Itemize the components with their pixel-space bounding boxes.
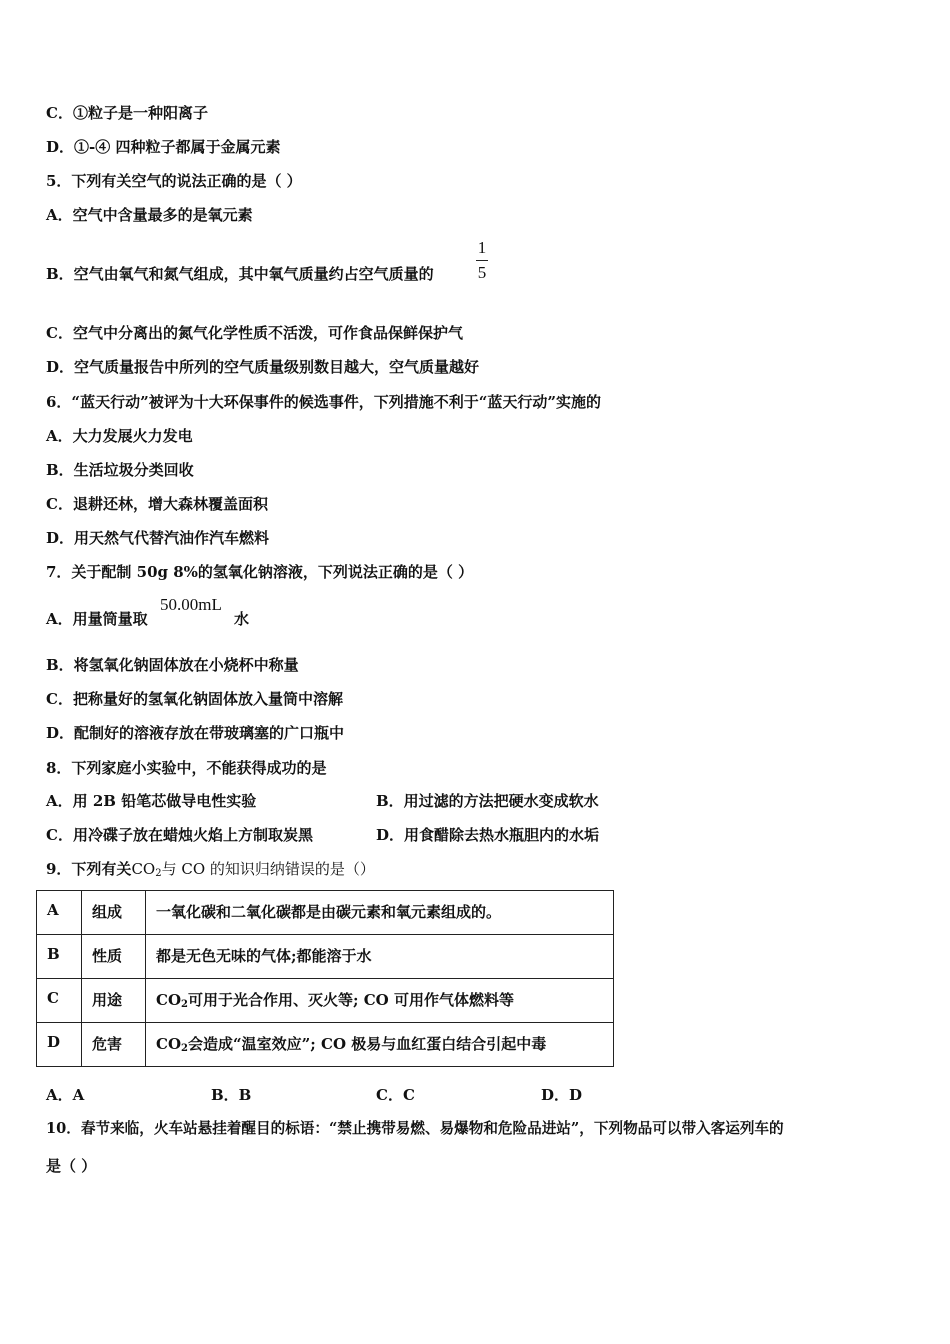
q8-option-b: B．用过滤的方法把硬水变成软水 <box>376 792 599 810</box>
q7-option-d: D．配制好的溶液存放在带玻璃塞的广口瓶中 <box>46 724 345 742</box>
q5-option-a: A．空气中含量最多的是氧元素 <box>46 206 253 224</box>
q7-option-a-volume: 50.00mL <box>160 595 222 614</box>
q5-option-b: B．空气由氧气和氮气组成，其中氧气质量约占空气质量的 <box>46 265 434 283</box>
row-content: 都是无色无味的气体;都能溶于水 <box>146 935 614 979</box>
q7-option-a-prefix: A．用量筒量取 <box>46 610 148 628</box>
q9-answer-b: B．B <box>211 1086 252 1104</box>
q6-stem: 6．“蓝天行动”被评为十大环保事件的候选事件，下列措施不利于“蓝天行动”实施的 <box>46 393 601 411</box>
table-row <box>37 1023 614 1067</box>
q7-stem: 7．关于配制 50g 8%的氢氧化钠溶液，下列说法正确的是（ ） <box>46 563 474 581</box>
fraction-denominator: 5 <box>477 263 487 282</box>
row-letter: D <box>37 1023 82 1067</box>
row-topic: 性质 <box>82 935 146 979</box>
q8-stem: 8．下列家庭小实验中，不能获得成功的是 <box>46 759 327 777</box>
fraction-bar <box>476 260 488 261</box>
q9-table <box>36 890 614 1067</box>
q5-option-d: D．空气质量报告中所列的空气质量级别数目越大，空气质量越好 <box>46 358 480 376</box>
q7-option-c: C．把称量好的氢氧化钠固体放入量筒中溶解 <box>46 690 343 708</box>
q8-option-c: C．用冷碟子放在蜡烛火焰上方制取炭黑 <box>46 826 313 844</box>
q6-option-d: D．用天然气代替汽油作汽车燃料 <box>46 529 270 547</box>
row-content: $CO_2$可用于光合作用、灭火等; CO 可用作气体燃料等 <box>146 979 614 1023</box>
q7-option-a-suffix: 水 <box>234 610 250 628</box>
q9-answer-d: D．D <box>541 1086 583 1104</box>
table-row <box>37 979 614 1023</box>
row-content: 一氧化碳和二氧化碳都是由碳元素和氧元素组成的。 <box>146 891 614 935</box>
row-letter: B <box>37 935 82 979</box>
q10-stem-line1: 10．春节来临，火车站悬挂着醒目的标语：“禁止携带易燃、易爆物和危险品进站”，下列物品可以带入客运列车的 <box>46 1120 784 1137</box>
row-content: $CO_2$会造成“温室效应”; CO 极易与血红蛋白结合引起中毒 <box>146 1023 614 1067</box>
q8-option-a: A．用 2B 铅笔芯做导电性实验 <box>46 792 257 810</box>
q4-option-c: C．①粒子是一种阳离子 <box>46 104 208 122</box>
q6-option-c: C．退耕还林，增大森林覆盖面积 <box>46 495 268 513</box>
q6-option-a: A．大力发展火力发电 <box>46 427 193 445</box>
row-topic: 危害 <box>82 1023 146 1067</box>
q9-answer-a: A．A <box>46 1086 85 1104</box>
row-letter: C <box>37 979 82 1023</box>
q4-option-d: D．①-④ 四种粒子都属于金属元素 <box>46 138 281 156</box>
table-row <box>37 891 614 935</box>
fraction-numerator: 1 <box>477 238 487 257</box>
q8-option-d: D．用食醋除去热水瓶胆内的水垢 <box>376 826 600 844</box>
q6-option-b: B．生活垃圾分类回收 <box>46 461 194 479</box>
q10-stem-line2: 是（ ） <box>46 1157 97 1175</box>
q5-fraction <box>476 238 488 283</box>
q5-option-c: C．空气中分离出的氮气化学性质不活泼，可作食品保鲜保护气 <box>46 324 463 342</box>
q5-stem: 5．下列有关空气的说法正确的是（ ） <box>46 172 302 190</box>
row-topic: 用途 <box>82 979 146 1023</box>
q7-option-b: B．将氢氧化钠固体放在小烧杯中称量 <box>46 656 299 674</box>
q9-stem: 9．下列有关$CO_2$与 CO 的知识归纳错误的是（） <box>46 860 375 879</box>
table-row <box>37 935 614 979</box>
row-topic: 组成 <box>82 891 146 935</box>
row-letter: A <box>37 891 82 935</box>
q9-answer-c: C．C <box>376 1086 415 1104</box>
